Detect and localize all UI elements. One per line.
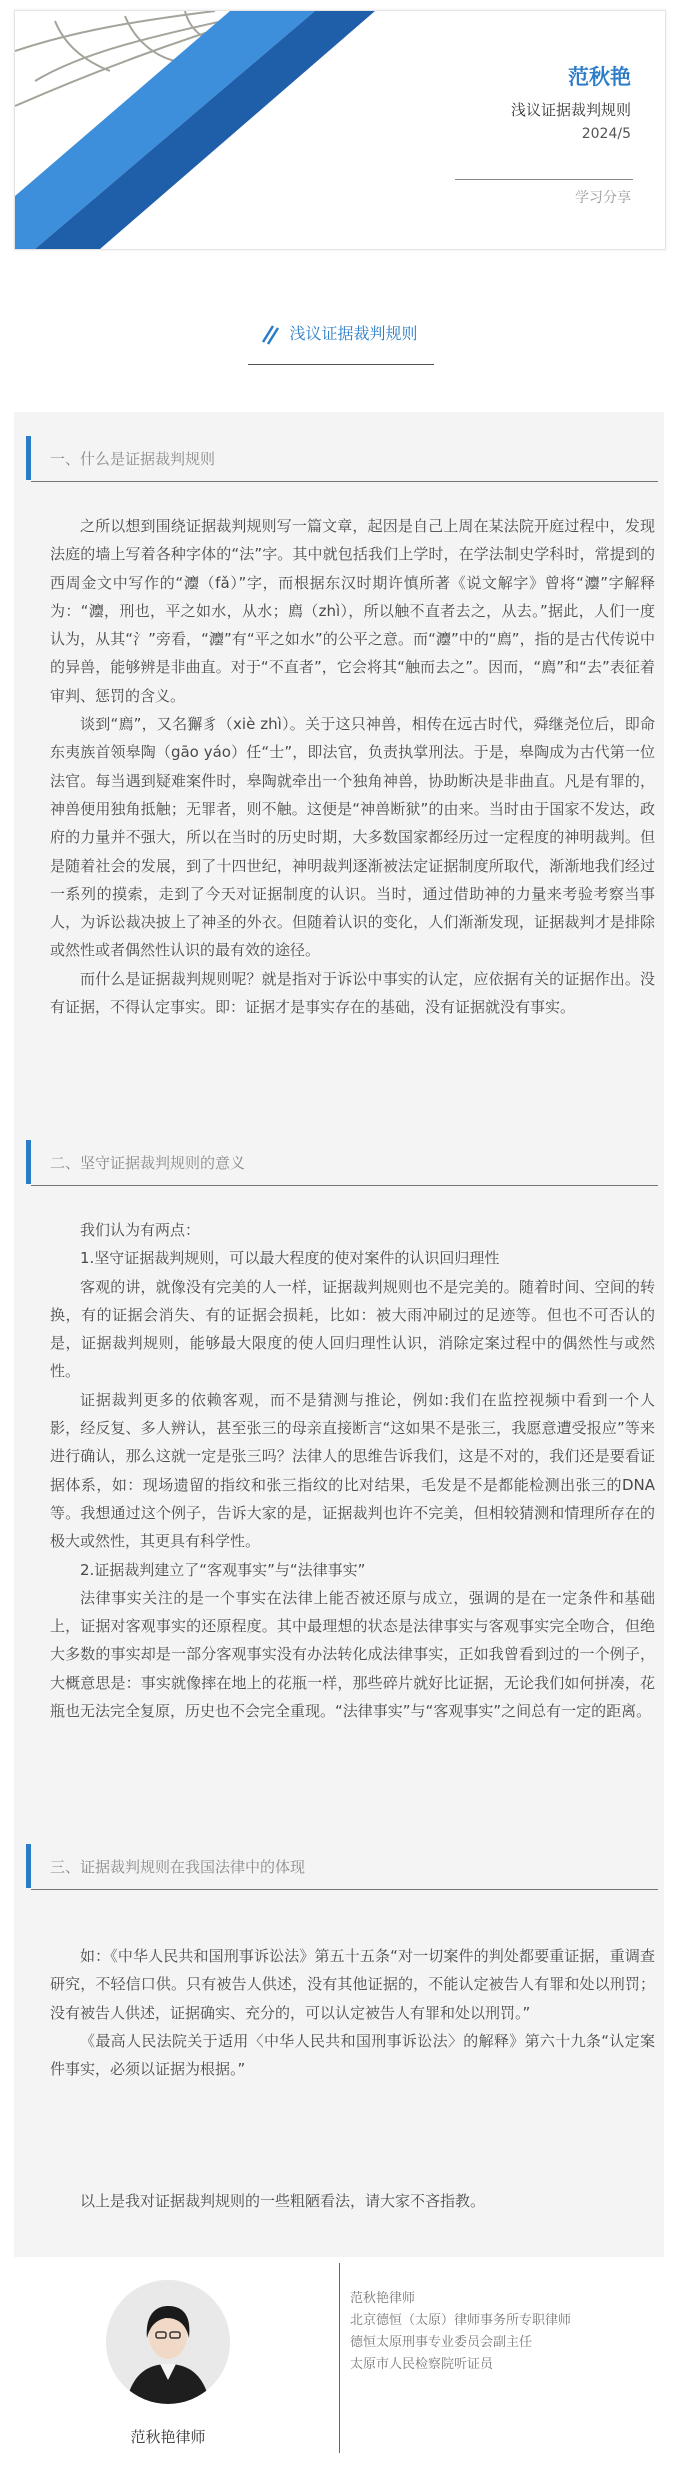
paragraph: 以上是我对证据裁判规则的一些粗陋看法，请大家不吝指教。 [80, 2192, 486, 2210]
paragraph: 证据裁判更多的依赖客观，而不是猜测与推论，例如:我们在监控视频中看到一个人影，经反复、多人辨认，甚至张三的母亲直接断言“这如果不是张三，我愿意遭受报应”等来进行确认，那么这就一定是张三吗？法律人的思维告诉我们，这是不对的，我们还是要看证据体系，如：现场遗留的指纹和张三指纹的比对结果，毛发是不是都能检测出张三的DNA等。我想通过这个例子，告诉大家的是，证据裁判也许不完美，但相较猜测和情理所存在的极大或然性，其更具有科学性。 [50, 1390, 655, 1551]
paragraph: 我们认为有两点： [80, 1221, 201, 1239]
header-subtitle: 浅议证据裁判规则 [510, 101, 631, 119]
header-date: 2024/5 [581, 126, 631, 142]
section-accent-bar [26, 436, 31, 480]
closing-text [50, 2187, 655, 2215]
article-title [0, 318, 678, 346]
section-3-text [50, 1942, 655, 2083]
paragraph: 《最高人民法院关于适用〈中华人民共和国刑事诉讼法〉的解释》第六十九条“认定案件事实，必须以证据为根据。” [50, 2031, 655, 2079]
section-accent-bar [26, 1844, 31, 1888]
footer-name: 范秋艳律师 [130, 2428, 206, 2446]
section-2-text [50, 1216, 655, 1725]
section-title: 二、坚守证据裁判规则的意义 [50, 1154, 246, 1172]
footer-divider [339, 2263, 340, 2453]
section-accent-bar [26, 1140, 31, 1184]
header-author: 范秋艳 [568, 65, 631, 89]
section-title: 一、什么是证据裁判规则 [50, 450, 216, 468]
paragraph: 谈到“廌”，又名獬豸（xiè zhì）。关于这只神兽，相传在远古时代，舜继尧位后，即命东夷族首领皋陶（gāo yáo）任“士”，即法官，负责执掌刑法。于是，皋陶成为古代第一位法官。每当遇到疑难案件时，皋陶就牵出一个独角神兽，协助断决是非曲直。凡是有罪的，神兽便用独角抵触；无罪者，则不触。这便是“神兽断狱”的由来。当时由于国家不发达，政府的力量并不强大，所以在当时的历史时期，大多数国家都经历过一定程度的神明裁判。但是随着社会的发展，到了十四世纪，神明裁判逐渐被法定证据制度所取代，渐渐地我们经过一系列的摸索，走到了今天对证据制度的认识。当时，通过借助神的力量来考验考察当事人，为诉讼裁决披上了神圣的外衣。但随着认识的变化，人们渐渐发现，证据裁判才是排除或然性或者偶然性认识的最有效的途径。 [50, 715, 655, 960]
paragraph: 1.坚守证据裁判规则，可以最大程度的使对案件的认识回归理性 [80, 1249, 500, 1268]
section-heading-1 [26, 436, 658, 480]
paragraph: 之所以想到围绕证据裁判规则写一篇文章，起因是自己上周在某法院开庭过程中，发现法庭的墙上写着各种字体的“法”字。其中就包括我们上学时，在学法制史学科时，常提到的西周金文中写作的“灋（fǎ）”字，而根据东汉时期许慎所著《说文解字》曾将“灋”字解释为：“灋，刑也，平之如水，从水；廌（zhì），所以触不直者去之，从去。”据此，人们一度认为，从其“氵”旁看，“灋”有“平之如水”的公平之意。而“灋”中的“廌”，指的是古代传说中的异兽，能够辨是非曲直。对于“不直者”，它会将其“触而去之”。因而，“廌”和“去”表征着审判、惩罚的含义。 [50, 517, 655, 705]
footer-info-line: 德恒太原刑事专业委员会副主任 [350, 2335, 533, 2350]
footer-info [350, 2288, 571, 2376]
section-title: 三、证据裁判规则在我国法律中的体现 [50, 1858, 306, 1876]
paragraph: 2.证据裁判建立了“客观事实”与“法律事实” [80, 1560, 366, 1579]
section-heading-2 [26, 1140, 658, 1184]
section-underline [31, 1889, 658, 1890]
header-share-label: 学习分享 [575, 190, 631, 206]
section-underline [31, 481, 658, 482]
paragraph: 法律事实关注的是一个事实在法律上能否被还原与成立，强调的是在一定条件和基础上，证据对客观事实的还原程度。其中最理想的状态是法律事实与客观事实完全吻合，但绝大多数的事实却是一部分客观事实没有办法转化成法律事实，正如我曾看到过的一个例子，大概意思是：事实就像摔在地上的花瓶一样，那些碎片就好比证据，无论我们如何拼凑，花瓶也无法完全复原，历史也不会完全重现。“法律事实”与“客观事实”之间总有一定的距离。 [50, 1588, 655, 1721]
article-title-text: 浅议证据裁判规则 [289, 323, 418, 343]
title-underline [248, 364, 434, 365]
paragraph: 而什么是证据裁判规则呢？就是指对于诉讼中事实的认定，应依据有关的证据作出。没有证据，不得认定事实。即：证据才是事实存在的基础，没有证据就没有事实。 [50, 969, 655, 1017]
paragraph: 客观的讲，就像没有完美的人一样，证据裁判规则也不是完美的。随着时间、空间的转换，有的证据会消失、有的证据会损耗，比如：被大雨冲刷过的足迹等。但也不可否认的是，证据裁判规则，能够最大限度的使人回归理性认识，消除定案过程中的偶然性与或然性。 [50, 1277, 655, 1381]
article-body [14, 412, 664, 2257]
header-divider [455, 179, 633, 180]
section-underline [31, 1185, 658, 1186]
footer-info-line: 北京德恒（太原）律师事务所专职律师 [350, 2313, 572, 2328]
section-heading-3 [26, 1844, 658, 1888]
section-1-text [50, 512, 655, 1021]
footer-info-line: 范秋艳律师 [350, 2291, 416, 2306]
footer-info-line: 太原市人民检察院听证员 [350, 2357, 494, 2372]
slash-icon [260, 318, 280, 346]
avatar [106, 2280, 230, 2404]
paragraph: 如：《中华人民共和国刑事诉讼法》第五十五条“对一切案件的判处都要重证据，重调查研究，不轻信口供。只有被告人供述，没有其他证据的，不能认定被告人有罪和处以刑罚；没有被告人供述，证据确实、充分的，可以认定被告人有罪和处以刑罚。” [50, 1947, 655, 2022]
person-icon [106, 2280, 230, 2404]
header-card [14, 10, 666, 250]
header-stripe-graphic [15, 11, 665, 249]
